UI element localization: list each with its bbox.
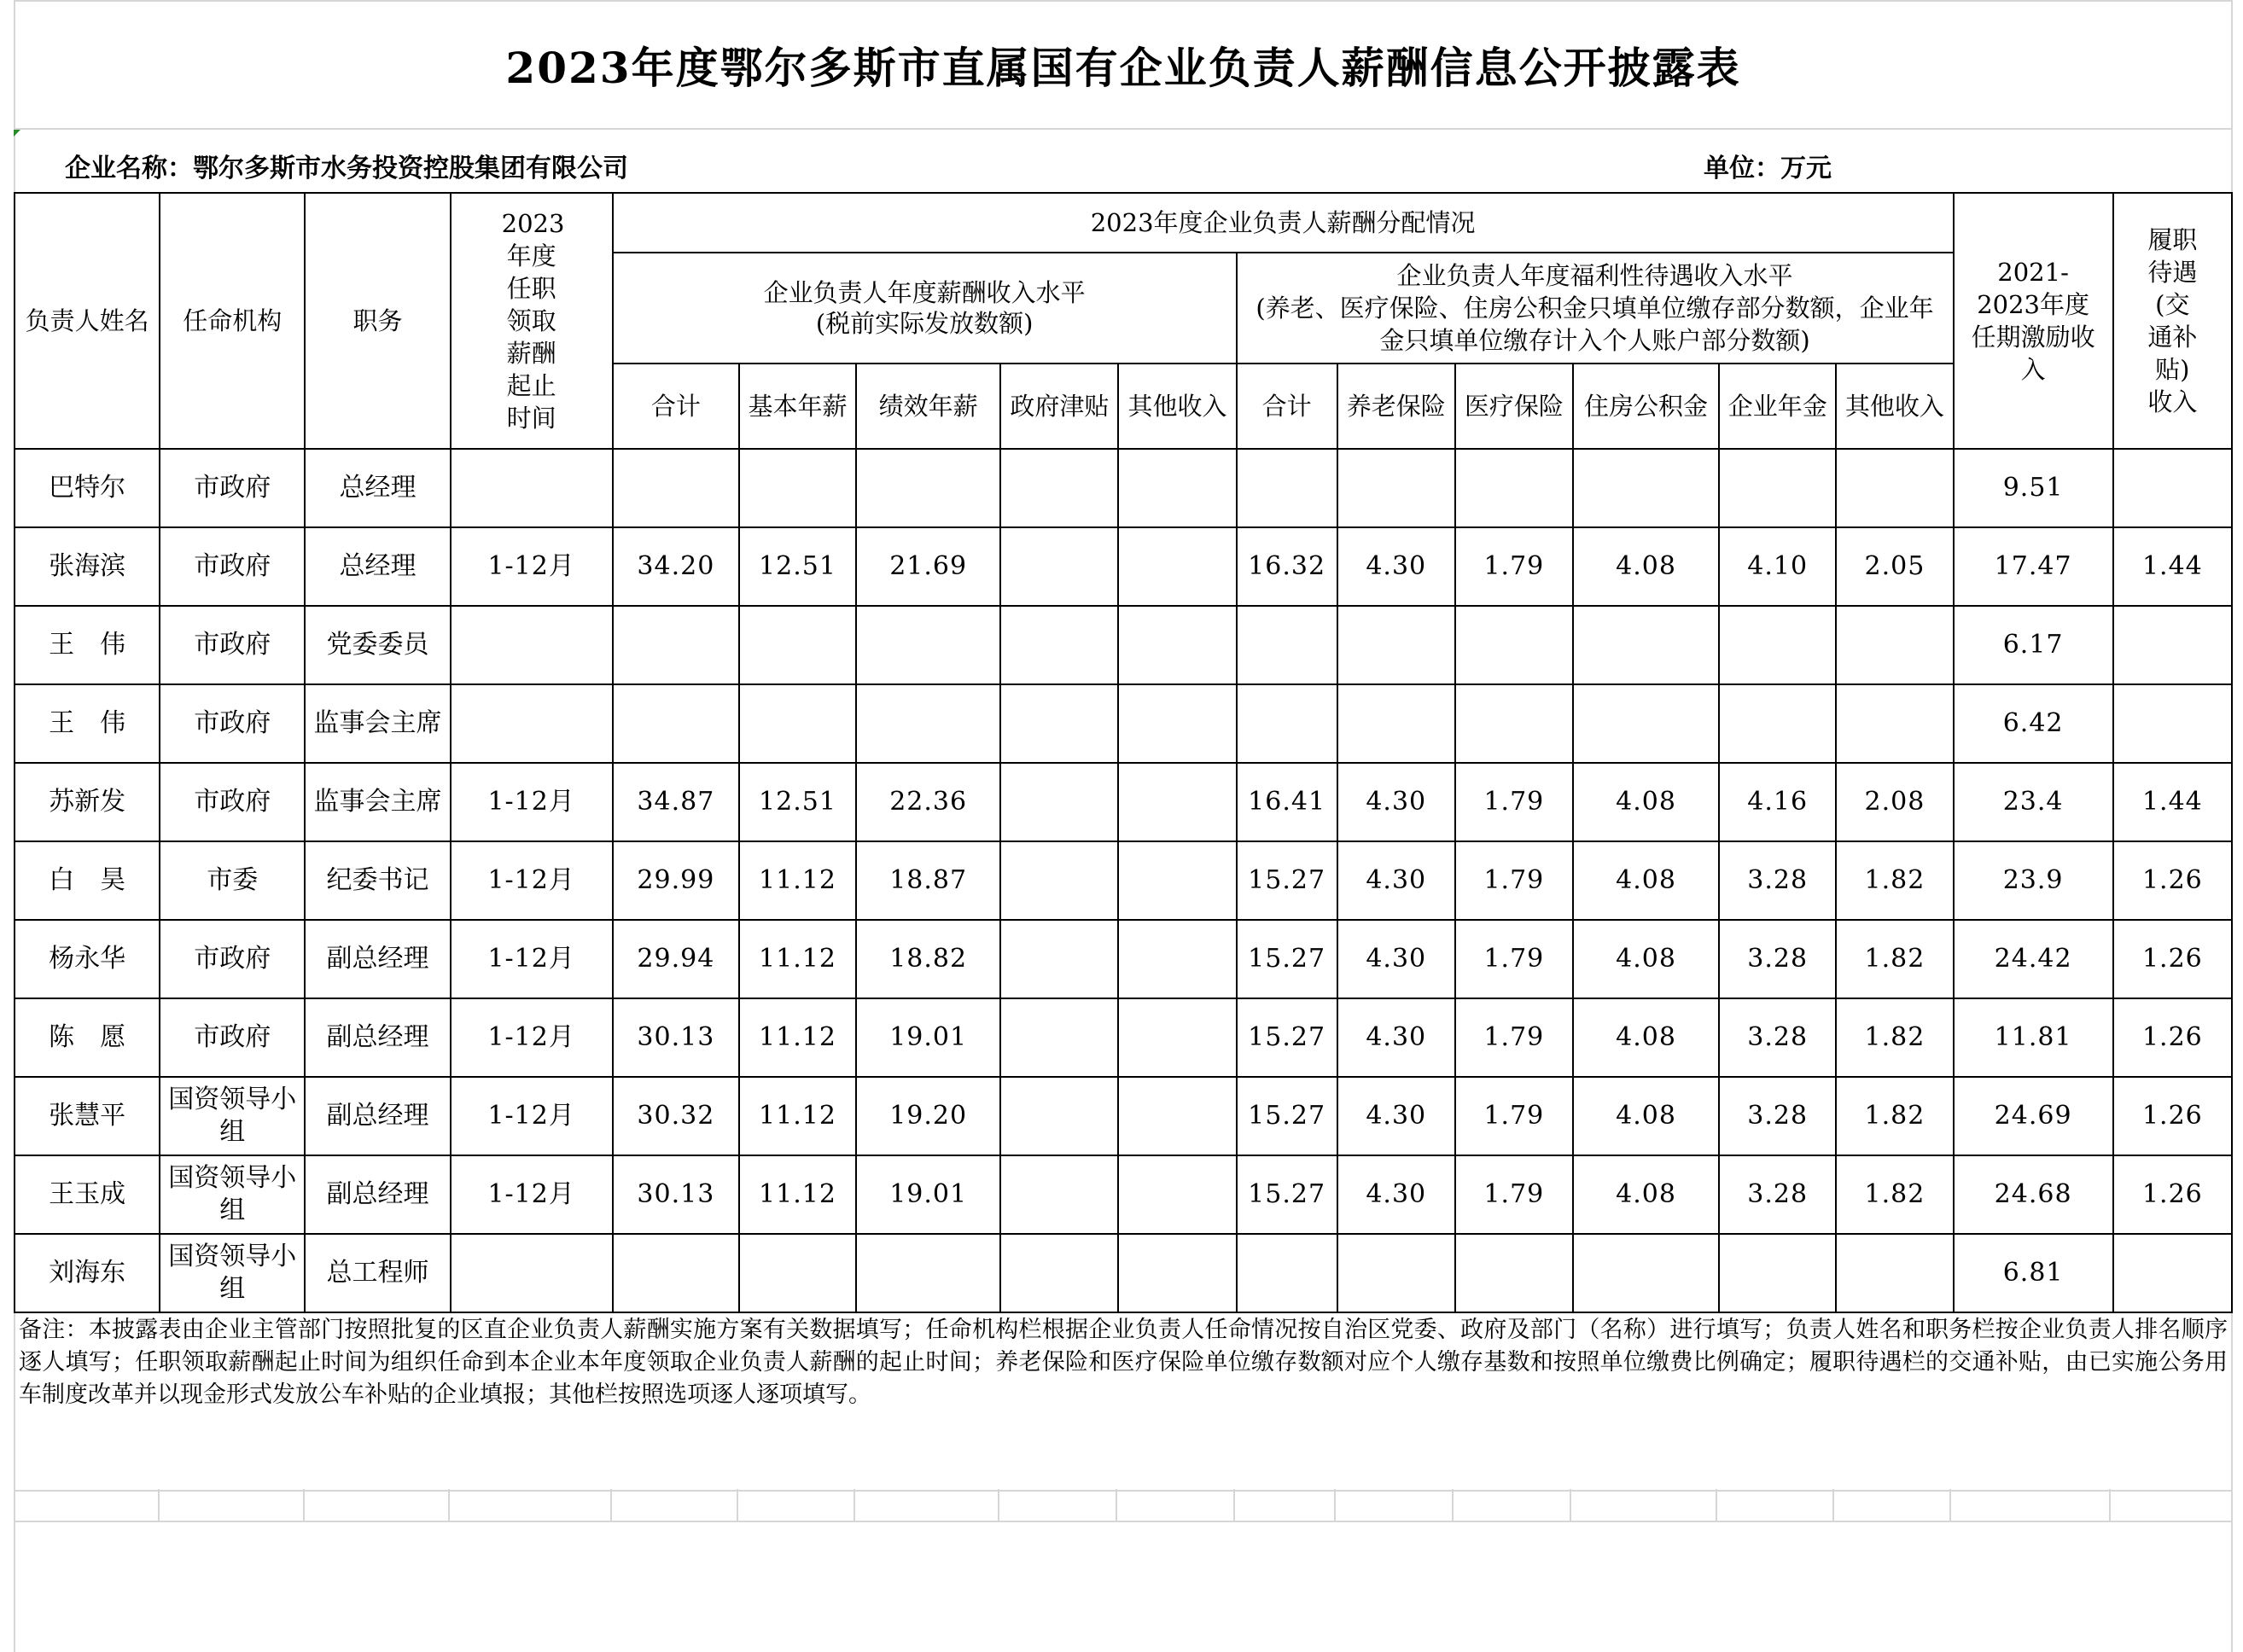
cell-salary-performance: 18.87 — [856, 841, 1000, 920]
cell-salary-performance — [856, 1234, 1000, 1312]
cell-incentive: 17.47 — [1954, 527, 2113, 606]
cell-period: 1-12月 — [451, 763, 613, 841]
cell-salary-other — [1118, 998, 1236, 1077]
cell-salary-government — [1000, 684, 1118, 763]
cell-welfare-annuity — [1719, 449, 1836, 527]
cell-salary-other — [1118, 920, 1236, 998]
cell-welfare-pension — [1337, 449, 1455, 527]
cell-org: 市政府 — [160, 606, 305, 684]
cell-position: 副总经理 — [305, 1155, 450, 1234]
cell-welfare-total: 15.27 — [1237, 920, 1337, 998]
cell-welfare-housing: 4.08 — [1573, 527, 1719, 606]
cell-salary-government — [1000, 527, 1118, 606]
header-period-text: 2023年度任职领取薪酬起止时间 — [501, 209, 565, 433]
cell-welfare-total — [1237, 449, 1337, 527]
header-salary-other: 其他收入 — [1118, 364, 1236, 449]
cell-org: 市政府 — [160, 527, 305, 606]
footnote: 备注：本披露表由企业主管部门按照批复的区直企业负责人薪酬实施方案有关数据填写；任命机构栏根据企业负责人任命情况按自治区党委、政府及部门（名称）进行填写；负责人姓名和职务栏按企业负责人排名顺序逐人填写；任职领取薪酬起止时间为组织任命到本企业本年度领取企业负责人薪酬的起止时间；养老保险和医疗保险单位缴存数额对应个人缴存基数和按照单位缴费比例确定；履职待遇栏的交通补贴，由已实施公务用车制度改革并以现金形式发放公车补贴的企业填报；其他栏按照选项逐人逐项填写。 — [19, 1317, 2228, 1408]
cell-welfare-medical — [1455, 606, 1573, 684]
cell-salary-performance: 18.82 — [856, 920, 1000, 998]
cell-salary-performance — [856, 684, 1000, 763]
cell-name: 刘海东 — [15, 1234, 160, 1312]
cell-salary-other — [1118, 1155, 1236, 1234]
cell-name: 张海滨 — [15, 527, 160, 606]
cell-welfare-other: 1.82 — [1836, 1077, 1953, 1155]
cell-incentive: 23.9 — [1954, 841, 2113, 920]
cell-welfare-other — [1836, 1234, 1953, 1312]
cell-name: 陈 愿 — [15, 998, 160, 1077]
cell-period: 1-12月 — [451, 998, 613, 1077]
cell-salary-government — [1000, 920, 1118, 998]
cell-salary-performance: 19.01 — [856, 1155, 1000, 1234]
header-position: 职务 — [305, 193, 450, 449]
cell-welfare-pension: 4.30 — [1337, 841, 1455, 920]
cell-org: 市政府 — [160, 449, 305, 527]
cell-salary-government — [1000, 1234, 1118, 1312]
cell-welfare-other — [1836, 606, 1953, 684]
cell-welfare-other: 1.82 — [1836, 920, 1953, 998]
cell-welfare-housing — [1573, 449, 1719, 527]
table-body — [15, 449, 2232, 1312]
cell-duty: 1.26 — [2113, 1077, 2232, 1155]
cell-position: 总经理 — [305, 527, 450, 606]
cell-salary-base: 11.12 — [739, 998, 856, 1077]
cell-salary-other — [1118, 449, 1236, 527]
cell-salary-total: 29.94 — [613, 920, 739, 998]
header-name: 负责人姓名 — [15, 193, 160, 449]
cell-position: 监事会主席 — [305, 763, 450, 841]
cell-salary-performance — [856, 449, 1000, 527]
table-row — [15, 606, 2232, 684]
header-period — [451, 193, 613, 449]
frame-line-title — [14, 128, 2233, 130]
cell-salary-other — [1118, 1234, 1236, 1312]
cell-salary-other — [1118, 527, 1236, 606]
cell-name: 巴特尔 — [15, 449, 160, 527]
cell-salary-base — [739, 684, 856, 763]
cell-duty: 1.26 — [2113, 841, 2232, 920]
page-title: 2023年度鄂尔多斯市直属国有企业负责人薪酬信息公开披露表 — [505, 43, 1741, 93]
cell-welfare-pension — [1337, 1234, 1455, 1312]
table-row — [15, 1155, 2232, 1234]
salary-table — [14, 192, 2233, 1313]
cell-duty — [2113, 606, 2232, 684]
cell-name: 苏新发 — [15, 763, 160, 841]
cell-salary-total: 30.13 — [613, 1155, 739, 1234]
cell-salary-government — [1000, 841, 1118, 920]
header-welfare-annuity: 企业年金 — [1719, 364, 1836, 449]
cell-salary-government — [1000, 1077, 1118, 1155]
table-row — [15, 527, 2232, 606]
cell-salary-performance: 21.69 — [856, 527, 1000, 606]
cell-welfare-medical — [1455, 684, 1573, 763]
cell-salary-government — [1000, 763, 1118, 841]
cell-org: 市委 — [160, 841, 305, 920]
cell-org: 国资领导小组 — [160, 1155, 305, 1234]
cell-welfare-medical: 1.79 — [1455, 841, 1573, 920]
header-welfare-housing: 住房公积金 — [1573, 364, 1719, 449]
cell-welfare-annuity: 3.28 — [1719, 920, 1836, 998]
header-org: 任命机构 — [160, 193, 305, 449]
spreadsheet-sheet — [14, 0, 2233, 1652]
cell-duty: 1.44 — [2113, 763, 2232, 841]
cell-salary-other — [1118, 684, 1236, 763]
cell-duty — [2113, 1234, 2232, 1312]
cell-position: 监事会主席 — [305, 684, 450, 763]
cell-name: 白 昊 — [15, 841, 160, 920]
header-welfare-medical: 医疗保险 — [1455, 364, 1573, 449]
cell-salary-total — [613, 449, 739, 527]
cell-incentive: 6.81 — [1954, 1234, 2113, 1312]
cell-welfare-medical — [1455, 1234, 1573, 1312]
table-row — [15, 1234, 2232, 1312]
cell-welfare-total — [1237, 1234, 1337, 1312]
cell-welfare-other — [1836, 449, 1953, 527]
cell-period — [451, 606, 613, 684]
cell-salary-base: 11.12 — [739, 841, 856, 920]
cell-welfare-housing: 4.08 — [1573, 920, 1719, 998]
table-row — [15, 841, 2232, 920]
cell-duty — [2113, 449, 2232, 527]
header-welfare-other: 其他收入 — [1836, 364, 1953, 449]
cell-welfare-pension: 4.30 — [1337, 998, 1455, 1077]
cell-salary-other — [1118, 763, 1236, 841]
cell-period: 1-12月 — [451, 527, 613, 606]
header-duty — [2113, 193, 2232, 449]
cell-welfare-pension: 4.30 — [1337, 1155, 1455, 1234]
cell-salary-total: 34.20 — [613, 527, 739, 606]
cell-salary-performance: 19.20 — [856, 1077, 1000, 1155]
cell-welfare-housing — [1573, 606, 1719, 684]
cell-salary-base: 12.51 — [739, 763, 856, 841]
cell-org: 市政府 — [160, 684, 305, 763]
header-salary-performance: 绩效年薪 — [856, 364, 1000, 449]
cell-salary-total: 29.99 — [613, 841, 739, 920]
cell-welfare-other — [1836, 684, 1953, 763]
cell-incentive: 9.51 — [1954, 449, 2113, 527]
cell-duty: 1.26 — [2113, 1155, 2232, 1234]
cell-salary-government — [1000, 449, 1118, 527]
cell-salary-total — [613, 1234, 739, 1312]
cell-welfare-total: 16.41 — [1237, 763, 1337, 841]
cell-welfare-medical: 1.79 — [1455, 998, 1573, 1077]
cell-period — [451, 684, 613, 763]
cell-position: 副总经理 — [305, 920, 450, 998]
cell-incentive: 6.42 — [1954, 684, 2113, 763]
cell-welfare-housing — [1573, 1234, 1719, 1312]
cell-salary-base: 12.51 — [739, 527, 856, 606]
header-welfare-group: 企业负责人年度福利性待遇收入水平 (养老、医疗保险、住房公积金只填单位缴存部分数额，企业年金只填单位缴存计入个人账户部分数额) — [1237, 253, 1954, 364]
cell-salary-government — [1000, 1155, 1118, 1234]
cell-welfare-medical: 1.79 — [1455, 763, 1573, 841]
cell-salary-government — [1000, 998, 1118, 1077]
cell-welfare-total — [1237, 606, 1337, 684]
cell-salary-other — [1118, 606, 1236, 684]
cell-org: 市政府 — [160, 763, 305, 841]
header-duty-text: 履职待遇(交通补贴)收入 — [2147, 225, 2198, 416]
cell-salary-base: 11.12 — [739, 1155, 856, 1234]
header-incentive-text: 2021-2023年度任期激励收入 — [1971, 258, 2095, 384]
unit-label: 单位：万元 — [1704, 154, 1832, 183]
cell-name: 王 伟 — [15, 684, 160, 763]
cell-period: 1-12月 — [451, 1077, 613, 1155]
cell-welfare-housing: 4.08 — [1573, 763, 1719, 841]
cell-welfare-pension: 4.30 — [1337, 1077, 1455, 1155]
header-salary-base: 基本年薪 — [739, 364, 856, 449]
cell-position: 总经理 — [305, 449, 450, 527]
cell-incentive: 6.17 — [1954, 606, 2113, 684]
cell-welfare-total: 15.27 — [1237, 998, 1337, 1077]
header-welfare-pension: 养老保险 — [1337, 364, 1455, 449]
cell-welfare-annuity: 3.28 — [1719, 1077, 1836, 1155]
cell-welfare-annuity: 3.28 — [1719, 841, 1836, 920]
cell-salary-performance — [856, 606, 1000, 684]
cell-position: 副总经理 — [305, 998, 450, 1077]
cell-position: 副总经理 — [305, 1077, 450, 1155]
cell-welfare-annuity: 3.28 — [1719, 998, 1836, 1077]
cell-org: 市政府 — [160, 920, 305, 998]
cell-welfare-housing: 4.08 — [1573, 1155, 1719, 1234]
cell-welfare-pension: 4.30 — [1337, 527, 1455, 606]
cell-welfare-total: 15.27 — [1237, 841, 1337, 920]
table-row — [15, 449, 2232, 527]
cell-salary-total: 34.87 — [613, 763, 739, 841]
cell-welfare-housing: 4.08 — [1573, 841, 1719, 920]
cell-welfare-housing: 4.08 — [1573, 1077, 1719, 1155]
cell-welfare-annuity — [1719, 606, 1836, 684]
cell-position: 党委委员 — [305, 606, 450, 684]
header-welfare-total: 合计 — [1237, 364, 1337, 449]
cell-duty: 1.26 — [2113, 998, 2232, 1077]
cell-salary-base — [739, 606, 856, 684]
cell-salary-performance: 22.36 — [856, 763, 1000, 841]
header-salary-group: 企业负责人年度薪酬收入水平 (税前实际发放数额) — [613, 253, 1237, 364]
cell-salary-total — [613, 684, 739, 763]
cell-duty: 1.44 — [2113, 527, 2232, 606]
cell-name: 杨永华 — [15, 920, 160, 998]
cell-incentive: 23.4 — [1954, 763, 2113, 841]
cell-salary-base: 11.12 — [739, 920, 856, 998]
frame-line-top — [14, 0, 2233, 2]
cell-period: 1-12月 — [451, 920, 613, 998]
cell-welfare-medical: 1.79 — [1455, 527, 1573, 606]
cell-welfare-pension — [1337, 606, 1455, 684]
table-row — [15, 1077, 2232, 1155]
cell-salary-other — [1118, 841, 1236, 920]
cell-welfare-annuity — [1719, 684, 1836, 763]
cell-welfare-other: 1.82 — [1836, 841, 1953, 920]
cell-welfare-medical: 1.79 — [1455, 920, 1573, 998]
cell-welfare-pension — [1337, 684, 1455, 763]
cell-salary-government — [1000, 606, 1118, 684]
header-salary-government: 政府津贴 — [1000, 364, 1118, 449]
table-row — [15, 684, 2232, 763]
cell-incentive: 24.68 — [1954, 1155, 2113, 1234]
cell-duty: 1.26 — [2113, 920, 2232, 998]
cell-period: 1-12月 — [451, 841, 613, 920]
cell-name: 王 伟 — [15, 606, 160, 684]
cell-salary-base — [739, 1234, 856, 1312]
cell-name: 张慧平 — [15, 1077, 160, 1155]
header-distribution-group: 2023年度企业负责人薪酬分配情况 — [613, 193, 1954, 253]
header-incentive — [1954, 193, 2113, 449]
cell-welfare-medical: 1.79 — [1455, 1077, 1573, 1155]
cell-org: 国资领导小组 — [160, 1234, 305, 1312]
header-salary-total: 合计 — [613, 364, 739, 449]
table-row — [15, 998, 2232, 1077]
cell-incentive: 11.81 — [1954, 998, 2113, 1077]
cell-welfare-annuity: 3.28 — [1719, 1155, 1836, 1234]
cell-welfare-annuity — [1719, 1234, 1836, 1312]
cell-welfare-total: 16.32 — [1237, 527, 1337, 606]
cell-welfare-annuity: 4.16 — [1719, 763, 1836, 841]
cell-name: 王玉成 — [15, 1155, 160, 1234]
cell-salary-base — [739, 449, 856, 527]
table-row — [15, 920, 2232, 998]
empty-spreadsheet-rows — [14, 1489, 2233, 1652]
cell-welfare-other: 2.05 — [1836, 527, 1953, 606]
cell-welfare-medical: 1.79 — [1455, 1155, 1573, 1234]
table-row — [15, 763, 2232, 841]
cell-welfare-other: 1.82 — [1836, 998, 1953, 1077]
cell-welfare-annuity: 4.10 — [1719, 527, 1836, 606]
cell-position: 总工程师 — [305, 1234, 450, 1312]
cell-welfare-total: 15.27 — [1237, 1155, 1337, 1234]
cell-welfare-pension: 4.30 — [1337, 763, 1455, 841]
company-name: 企业名称：鄂尔多斯市水务投资控股集团有限公司 — [65, 154, 628, 183]
cell-welfare-other: 2.08 — [1836, 763, 1953, 841]
cell-corner-mark — [14, 130, 20, 137]
cell-period — [451, 449, 613, 527]
cell-org: 市政府 — [160, 998, 305, 1077]
cell-period: 1-12月 — [451, 1155, 613, 1234]
cell-welfare-other: 1.82 — [1836, 1155, 1953, 1234]
cell-welfare-pension: 4.30 — [1337, 920, 1455, 998]
cell-incentive: 24.69 — [1954, 1077, 2113, 1155]
cell-position: 纪委书记 — [305, 841, 450, 920]
cell-period — [451, 1234, 613, 1312]
cell-org: 国资领导小组 — [160, 1077, 305, 1155]
cell-welfare-total — [1237, 684, 1337, 763]
cell-welfare-housing: 4.08 — [1573, 998, 1719, 1077]
cell-welfare-medical — [1455, 449, 1573, 527]
cell-salary-base: 11.12 — [739, 1077, 856, 1155]
cell-duty — [2113, 684, 2232, 763]
cell-salary-performance: 19.01 — [856, 998, 1000, 1077]
cell-salary-other — [1118, 1077, 1236, 1155]
cell-salary-total: 30.32 — [613, 1077, 739, 1155]
cell-salary-total — [613, 606, 739, 684]
cell-welfare-housing — [1573, 684, 1719, 763]
cell-incentive: 24.42 — [1954, 920, 2113, 998]
cell-welfare-total: 15.27 — [1237, 1077, 1337, 1155]
cell-salary-total: 30.13 — [613, 998, 739, 1077]
